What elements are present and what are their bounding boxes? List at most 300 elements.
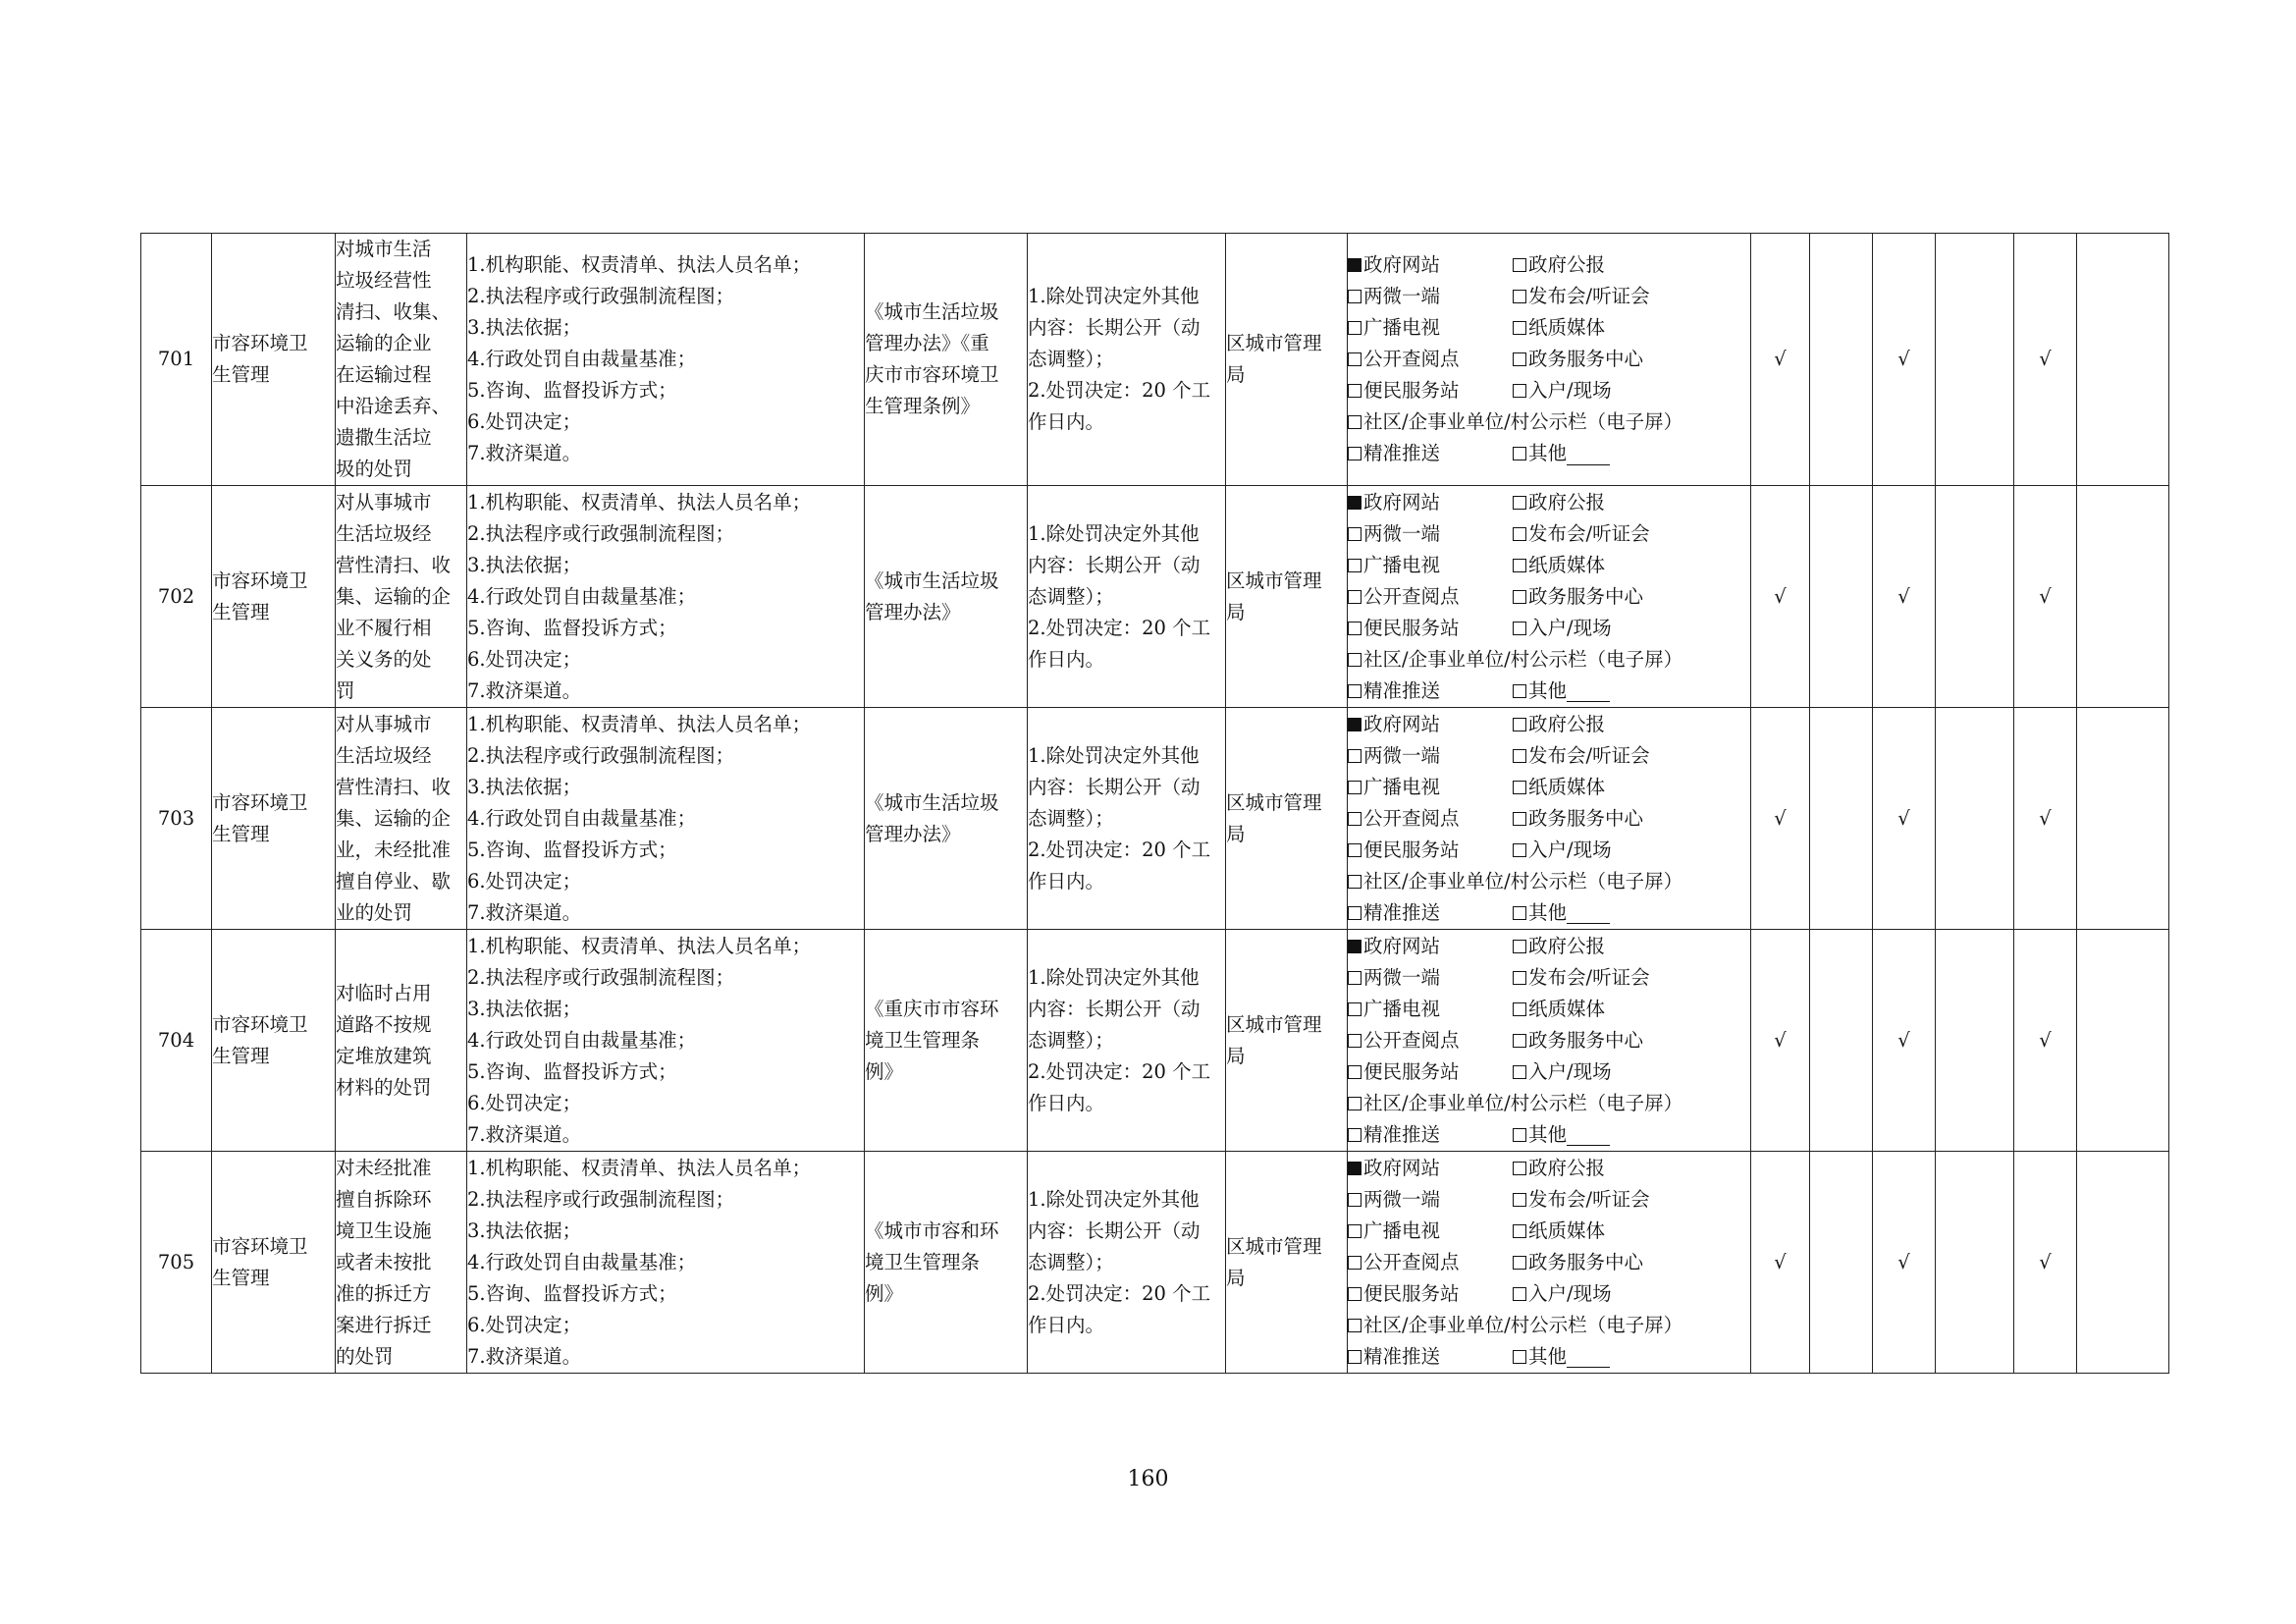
channel-label: 便民服务站 — [1363, 616, 1460, 639]
channel-option[interactable] — [1513, 249, 1605, 281]
checkbox-icon[interactable] — [1348, 559, 1362, 572]
checkbox-icon[interactable] — [1348, 875, 1362, 889]
content-line: 6.处罚决定； — [467, 647, 582, 671]
channels-cell — [1348, 708, 1751, 930]
checked-box-icon[interactable] — [1348, 940, 1362, 953]
channel-option[interactable] — [1348, 581, 1513, 613]
channel-option[interactable] — [1513, 709, 1605, 740]
checkbox-icon[interactable] — [1348, 622, 1362, 635]
mark-cell — [1936, 486, 2014, 708]
checkbox-icon[interactable] — [1348, 352, 1362, 366]
channel-option[interactable] — [1513, 835, 1612, 866]
channels-cell — [1348, 234, 1751, 486]
channel-option[interactable] — [1348, 644, 1682, 676]
channel-row — [1348, 613, 1750, 644]
content-line: 3.执法依据； — [467, 997, 582, 1020]
mark-cell — [2077, 1152, 2169, 1374]
checkbox-icon[interactable] — [1348, 1350, 1362, 1364]
channel-option[interactable] — [1513, 1056, 1612, 1088]
channel-label: 发布会/听证会 — [1528, 965, 1650, 989]
channel-row — [1348, 406, 1750, 438]
channel-label: 纸质媒体 — [1528, 1218, 1606, 1242]
channel-row — [1348, 676, 1750, 707]
checkbox-icon[interactable] — [1513, 812, 1526, 826]
row-number: 703 — [157, 806, 195, 830]
channel-label: 发布会/听证会 — [1528, 743, 1650, 767]
checkbox-icon[interactable] — [1348, 1034, 1362, 1048]
check-mark: √ — [2039, 1250, 2052, 1273]
channel-option[interactable] — [1348, 550, 1513, 581]
time-text: 作日内。 — [1028, 1313, 1105, 1336]
checkbox-icon[interactable] — [1348, 1128, 1362, 1142]
channel-option[interactable] — [1513, 581, 1643, 613]
channel-option[interactable] — [1513, 518, 1650, 550]
channel-option[interactable] — [1348, 1025, 1513, 1056]
basis-text: 庆市市容环境卫 — [865, 363, 999, 386]
item-text: 准的拆迁方 — [336, 1281, 432, 1305]
channel-label: 广播电视 — [1363, 1218, 1441, 1242]
channel-option[interactable] — [1348, 375, 1513, 406]
checkbox-icon[interactable] — [1513, 1065, 1526, 1079]
dept-text: 局 — [1226, 600, 1246, 623]
channel-option[interactable] — [1348, 803, 1513, 835]
channel-label: 入户/现场 — [1528, 1281, 1612, 1305]
channel-option[interactable] — [1513, 1341, 1610, 1373]
item-text: 中沿途丢弃、 — [336, 395, 452, 417]
channel-label: 纸质媒体 — [1528, 997, 1606, 1020]
item-cell — [336, 234, 467, 486]
category-cell — [212, 486, 336, 708]
channel-option[interactable] — [1513, 281, 1650, 312]
channel-option[interactable] — [1348, 249, 1513, 281]
item-text: 在运输过程 — [336, 363, 432, 386]
channel-label: 便民服务站 — [1363, 379, 1460, 402]
row-number: 704 — [157, 1028, 195, 1052]
item-text: 营性清扫、收 — [336, 775, 452, 798]
channel-option[interactable] — [1348, 406, 1682, 438]
time-cell — [1028, 1152, 1226, 1374]
mark-cell — [1873, 486, 1936, 708]
content-cell — [467, 486, 865, 708]
channel-option[interactable] — [1348, 1119, 1513, 1151]
channel-option[interactable] — [1348, 866, 1682, 897]
blank-line — [1567, 1345, 1610, 1368]
channel-option[interactable] — [1513, 676, 1610, 707]
channel-option[interactable] — [1513, 994, 1605, 1025]
content-cell — [467, 708, 865, 930]
time-text: 内容：长期公开（动 — [1028, 1218, 1201, 1242]
checkbox-icon[interactable] — [1513, 906, 1526, 920]
channel-label: 精准推送 — [1363, 1344, 1441, 1368]
channel-option[interactable] — [1348, 772, 1513, 803]
content-line: 4.行政处罚自由裁量基准； — [467, 806, 697, 830]
content-cell — [467, 234, 865, 486]
channel-label: 两微一端 — [1363, 1187, 1441, 1211]
checkbox-icon[interactable] — [1348, 906, 1362, 920]
channel-option[interactable] — [1513, 740, 1650, 772]
channel-row — [1348, 249, 1750, 281]
checkbox-icon[interactable] — [1513, 527, 1526, 541]
channel-label: 发布会/听证会 — [1528, 285, 1650, 307]
time-text: 内容：长期公开（动 — [1028, 997, 1201, 1020]
check-mark: √ — [1774, 1250, 1787, 1273]
channel-label: 精准推送 — [1363, 1122, 1441, 1146]
content-line: 7.救济渠道。 — [467, 1122, 582, 1146]
checkbox-icon[interactable] — [1513, 290, 1526, 303]
item-cell — [336, 930, 467, 1152]
channel-label: 纸质媒体 — [1528, 553, 1606, 576]
row-number-cell — [141, 486, 212, 708]
channel-option[interactable] — [1513, 1153, 1605, 1184]
item-text: 对城市生活 — [336, 238, 432, 260]
channel-option[interactable] — [1513, 344, 1643, 375]
channel-row — [1348, 518, 1750, 550]
channel-label: 精准推送 — [1363, 442, 1441, 464]
checkbox-icon[interactable] — [1348, 812, 1362, 826]
channel-option[interactable] — [1513, 1184, 1650, 1216]
mark-cell — [1936, 930, 2014, 1152]
checked-box-icon[interactable] — [1348, 258, 1362, 272]
checkbox-icon[interactable] — [1513, 1193, 1526, 1207]
content-line: 1.机构职能、权责清单、执法人员名单； — [467, 253, 812, 276]
checkbox-icon[interactable] — [1513, 684, 1526, 698]
channel-option[interactable] — [1348, 344, 1513, 375]
channel-option[interactable] — [1348, 1278, 1513, 1310]
mark-cell — [1751, 708, 1810, 930]
channel-label: 政务服务中心 — [1528, 584, 1644, 608]
checkbox-icon[interactable] — [1348, 384, 1362, 398]
channel-option[interactable] — [1348, 438, 1513, 469]
row-number-cell — [141, 234, 212, 486]
channel-option[interactable] — [1513, 931, 1605, 962]
mark-cell — [1751, 930, 1810, 1152]
time-text: 1.除处罚决定外其他 — [1028, 285, 1200, 307]
checkbox-icon[interactable] — [1513, 843, 1526, 857]
channel-option[interactable] — [1513, 487, 1605, 518]
checkbox-icon[interactable] — [1513, 1350, 1526, 1364]
checkbox-icon[interactable] — [1348, 1002, 1362, 1016]
mark-cell — [1751, 486, 1810, 708]
item-text: 擅自拆除环 — [336, 1187, 432, 1211]
item-text: 或者未按批 — [336, 1250, 432, 1273]
checkbox-icon[interactable] — [1348, 1319, 1362, 1332]
dept-cell — [1226, 1152, 1348, 1374]
time-text: 2.处罚决定：20 个工 — [1028, 616, 1211, 639]
checkbox-icon[interactable] — [1513, 1256, 1526, 1270]
channel-row — [1348, 1025, 1750, 1056]
channel-label: 发布会/听证会 — [1528, 1187, 1650, 1211]
channel-option[interactable] — [1348, 709, 1513, 740]
checkbox-icon[interactable] — [1348, 590, 1362, 604]
channel-option[interactable] — [1513, 1119, 1610, 1151]
content-line: 3.执法依据； — [467, 553, 582, 576]
channel-label: 便民服务站 — [1363, 1281, 1460, 1305]
mark-cell — [1873, 708, 1936, 930]
checkbox-icon[interactable] — [1513, 622, 1526, 635]
checkbox-icon[interactable] — [1348, 781, 1362, 794]
mark-cell — [1810, 930, 1873, 1152]
table-row — [141, 930, 2169, 1152]
category-text: 市容环境卫 — [212, 568, 308, 592]
channel-row — [1348, 438, 1750, 469]
channel-label: 公开查阅点 — [1363, 1250, 1460, 1273]
time-text: 2.处罚决定：20 个工 — [1028, 1281, 1211, 1305]
channel-option[interactable] — [1348, 1088, 1682, 1119]
checkbox-icon[interactable] — [1513, 447, 1526, 460]
item-text: 生活垃圾经 — [336, 743, 432, 767]
check-mark: √ — [2039, 584, 2052, 608]
channel-row — [1348, 1153, 1750, 1184]
time-text: 态调整）； — [1028, 584, 1114, 608]
row-number: 701 — [157, 348, 195, 370]
content-cell — [467, 1152, 865, 1374]
checked-box-icon[interactable] — [1348, 496, 1362, 510]
channel-option[interactable] — [1348, 1341, 1513, 1373]
channel-label: 政府公报 — [1528, 712, 1606, 735]
basis-cell — [865, 234, 1028, 486]
category-text: 生管理 — [212, 363, 270, 386]
channel-option[interactable] — [1513, 962, 1650, 994]
checked-box-icon[interactable] — [1348, 718, 1362, 731]
disclosure-table — [140, 233, 2169, 1374]
basis-cell — [865, 486, 1028, 708]
checkbox-icon[interactable] — [1513, 496, 1526, 510]
time-cell — [1028, 486, 1226, 708]
channel-option[interactable] — [1348, 1184, 1513, 1216]
channel-option[interactable] — [1348, 1056, 1513, 1088]
time-text: 作日内。 — [1028, 869, 1105, 893]
category-text: 生管理 — [212, 600, 270, 623]
channel-label: 其他 — [1528, 1122, 1568, 1146]
item-text: 对从事城市 — [336, 712, 432, 735]
checkbox-icon[interactable] — [1513, 781, 1526, 794]
channel-row — [1348, 344, 1750, 375]
mark-cell — [2014, 1152, 2077, 1374]
checked-box-icon[interactable] — [1348, 1162, 1362, 1175]
mark-cell — [2014, 708, 2077, 930]
checkbox-icon[interactable] — [1348, 1287, 1362, 1301]
item-text: 擅自停业、歇 — [336, 869, 452, 893]
category-cell — [212, 234, 336, 486]
channel-option[interactable] — [1348, 312, 1513, 344]
item-cell — [336, 708, 467, 930]
checkbox-icon[interactable] — [1513, 258, 1526, 272]
channel-label: 入户/现场 — [1528, 1059, 1612, 1083]
check-mark: √ — [2039, 348, 2052, 370]
checkbox-icon[interactable] — [1348, 1224, 1362, 1238]
mark-cell — [2014, 930, 2077, 1152]
channel-option[interactable] — [1348, 1310, 1682, 1341]
item-text: 圾的处罚 — [336, 458, 413, 480]
channel-option[interactable] — [1348, 931, 1513, 962]
blank-line — [1567, 443, 1610, 465]
channel-option[interactable] — [1348, 1247, 1513, 1278]
item-text: 集、运输的企 — [336, 806, 452, 830]
content-line: 3.执法依据； — [467, 316, 582, 339]
channel-option[interactable] — [1513, 1216, 1605, 1247]
content-line: 7.救济渠道。 — [467, 442, 582, 464]
channel-option[interactable] — [1348, 676, 1513, 707]
content-line: 5.咨询、监督投诉方式； — [467, 1281, 677, 1305]
channel-label: 政务服务中心 — [1528, 1250, 1644, 1273]
channel-option[interactable] — [1348, 1216, 1513, 1247]
content-line: 4.行政处罚自由裁量基准； — [467, 1028, 697, 1052]
channel-label: 两微一端 — [1363, 285, 1441, 307]
channel-label: 两微一端 — [1363, 743, 1441, 767]
time-cell — [1028, 234, 1226, 486]
channel-option[interactable] — [1513, 613, 1612, 644]
time-text: 1.除处罚决定外其他 — [1028, 965, 1200, 989]
content-line: 2.执法程序或行政强制流程图； — [467, 1187, 735, 1211]
table-row — [141, 1152, 2169, 1374]
channel-option[interactable] — [1348, 835, 1513, 866]
mark-cell — [1873, 234, 1936, 486]
checkbox-icon[interactable] — [1513, 940, 1526, 953]
dept-text: 区城市管理 — [1226, 568, 1322, 592]
channel-option[interactable] — [1513, 803, 1643, 835]
channel-option[interactable] — [1513, 550, 1605, 581]
channel-option[interactable] — [1513, 772, 1605, 803]
row-number-cell — [141, 1152, 212, 1374]
checkbox-icon[interactable] — [1513, 1287, 1526, 1301]
check-mark: √ — [1774, 1028, 1787, 1052]
checkbox-icon[interactable] — [1348, 415, 1362, 429]
checkbox-icon[interactable] — [1513, 749, 1526, 763]
channel-label: 广播电视 — [1363, 997, 1441, 1020]
checkbox-icon[interactable] — [1348, 1193, 1362, 1207]
checkbox-icon[interactable] — [1348, 684, 1362, 698]
checkbox-icon[interactable] — [1348, 447, 1362, 460]
channel-row — [1348, 1056, 1750, 1088]
category-cell — [212, 1152, 336, 1374]
channel-option[interactable] — [1348, 487, 1513, 518]
checkbox-icon[interactable] — [1513, 590, 1526, 604]
dept-text: 区城市管理 — [1226, 790, 1322, 814]
basis-text: 境卫生管理条 — [865, 1250, 981, 1273]
channel-label: 公开查阅点 — [1363, 348, 1460, 370]
item-text: 定堆放建筑 — [336, 1044, 432, 1067]
channel-row — [1348, 1088, 1750, 1119]
mark-cell — [2077, 234, 2169, 486]
channel-label: 入户/现场 — [1528, 616, 1612, 639]
check-mark: √ — [1897, 1028, 1910, 1052]
basis-cell — [865, 930, 1028, 1152]
channel-label: 社区/企事业单位/村公示栏（电子屏） — [1363, 410, 1683, 433]
table-row — [141, 708, 2169, 930]
channel-option[interactable] — [1513, 897, 1610, 929]
checkbox-icon[interactable] — [1348, 290, 1362, 303]
checkbox-icon[interactable] — [1348, 1256, 1362, 1270]
checkbox-icon[interactable] — [1348, 1097, 1362, 1110]
content-line: 1.机构职能、权责清单、执法人员名单； — [467, 1156, 812, 1179]
category-text: 市容环境卫 — [212, 1234, 308, 1258]
checkbox-icon[interactable] — [1513, 1162, 1526, 1175]
checkbox-icon[interactable] — [1348, 1065, 1362, 1079]
content-line: 1.机构职能、权责清单、执法人员名单； — [467, 934, 812, 957]
checkbox-icon[interactable] — [1348, 321, 1362, 335]
channel-option[interactable] — [1513, 375, 1612, 406]
mark-cell — [2077, 708, 2169, 930]
basis-text: 例》 — [865, 1281, 904, 1305]
mark-cell — [2077, 486, 2169, 708]
check-mark: √ — [1897, 584, 1910, 608]
channel-row — [1348, 803, 1750, 835]
item-text: 运输的企业 — [336, 332, 432, 354]
checkbox-icon[interactable] — [1348, 843, 1362, 857]
checkbox-icon[interactable] — [1513, 971, 1526, 985]
time-text: 作日内。 — [1028, 1091, 1105, 1114]
basis-text: 例》 — [865, 1059, 904, 1083]
channel-label: 社区/企事业单位/村公示栏（电子屏） — [1363, 1313, 1683, 1336]
checkbox-icon[interactable] — [1348, 971, 1362, 985]
content-line: 6.处罚决定； — [467, 869, 582, 893]
channel-option[interactable] — [1513, 1247, 1643, 1278]
checkbox-icon[interactable] — [1348, 749, 1362, 763]
item-text: 材料的处罚 — [336, 1075, 432, 1099]
check-mark: √ — [1774, 348, 1787, 370]
channel-option[interactable] — [1513, 1278, 1612, 1310]
channel-row — [1348, 550, 1750, 581]
channels-cell — [1348, 1152, 1751, 1374]
basis-text: 《城市生活垃圾 — [865, 300, 999, 323]
checkbox-icon[interactable] — [1348, 653, 1362, 667]
checkbox-icon[interactable] — [1513, 321, 1526, 335]
channel-row — [1348, 1119, 1750, 1151]
basis-text: 管理办法》 — [865, 822, 961, 845]
channel-option[interactable] — [1348, 518, 1513, 550]
checkbox-icon[interactable] — [1513, 1034, 1526, 1048]
channel-option[interactable] — [1348, 994, 1513, 1025]
channel-option[interactable] — [1348, 897, 1513, 929]
row-number: 702 — [157, 584, 195, 608]
checkbox-icon[interactable] — [1348, 527, 1362, 541]
channel-option[interactable] — [1513, 438, 1610, 469]
channel-label: 两微一端 — [1363, 965, 1441, 989]
item-text: 的处罚 — [336, 1344, 394, 1368]
content-line: 5.咨询、监督投诉方式； — [467, 379, 677, 402]
content-line: 3.执法依据； — [467, 1218, 582, 1242]
item-cell — [336, 486, 467, 708]
checkbox-icon[interactable] — [1513, 352, 1526, 366]
channel-option[interactable] — [1348, 740, 1513, 772]
content-line: 4.行政处罚自由裁量基准； — [467, 1250, 697, 1273]
time-text: 内容：长期公开（动 — [1028, 553, 1201, 576]
checkbox-icon[interactable] — [1513, 1002, 1526, 1016]
channel-option[interactable] — [1348, 281, 1513, 312]
time-text: 内容：长期公开（动 — [1028, 316, 1201, 339]
time-text: 1.除处罚决定外其他 — [1028, 1187, 1200, 1211]
channel-option[interactable] — [1348, 1153, 1513, 1184]
checkbox-icon[interactable] — [1513, 1224, 1526, 1238]
time-text: 1.除处罚决定外其他 — [1028, 743, 1200, 767]
channel-label: 社区/企事业单位/村公示栏（电子屏） — [1363, 1091, 1683, 1114]
channel-option[interactable] — [1348, 613, 1513, 644]
channel-row — [1348, 1310, 1750, 1341]
checkbox-icon[interactable] — [1513, 384, 1526, 398]
basis-text: 生管理条例》 — [865, 395, 981, 417]
channel-label: 入户/现场 — [1528, 379, 1612, 402]
checkbox-icon[interactable] — [1513, 1128, 1526, 1142]
channel-option[interactable] — [1348, 962, 1513, 994]
checkbox-icon[interactable] — [1513, 718, 1526, 731]
channel-option[interactable] — [1513, 1025, 1643, 1056]
channel-option[interactable] — [1513, 312, 1605, 344]
dept-text: 区城市管理 — [1226, 1234, 1322, 1258]
checkbox-icon[interactable] — [1513, 559, 1526, 572]
mark-cell — [1751, 234, 1810, 486]
dept-text: 区城市管理 — [1226, 332, 1322, 354]
time-text: 作日内。 — [1028, 647, 1105, 671]
